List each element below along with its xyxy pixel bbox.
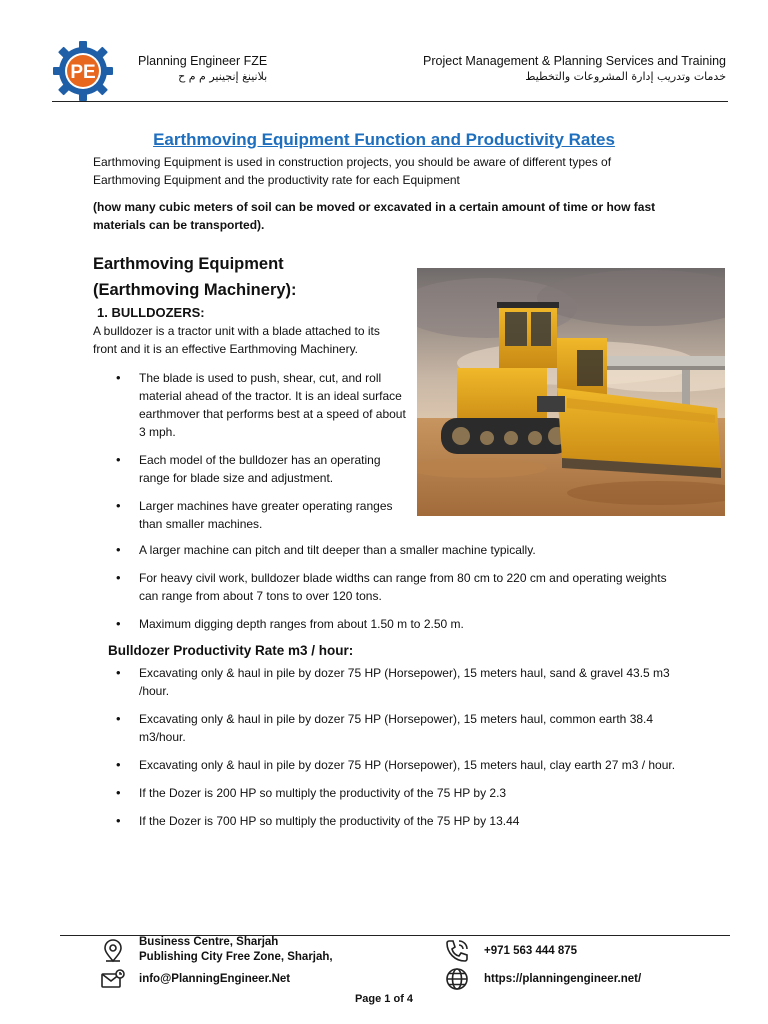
location-pin-icon (100, 938, 126, 964)
productivity-bullets (93, 664, 683, 830)
list-item: • If the Dozer is 700 HP so multiply the productivity of the 75 HP by 13.44 (93, 812, 683, 830)
page-header (52, 40, 732, 102)
globe-icon (444, 966, 470, 992)
address-line2: Publishing City Free Zone, Sharjah, (139, 951, 333, 963)
list-item: • Excavating only & haul in pile by dozer 75 HP (Horsepower), 15 meters haul, clay earth 27 m3 / hour. (93, 756, 683, 774)
phone-icon (444, 938, 470, 964)
section-heading (93, 251, 297, 303)
list-item: • The blade is used to push, shear, cut, and roll material ahead of the tractor. It is an ideal surface earthmover that performs best at a speed of about 3 mph. (93, 369, 411, 441)
page-number: Page 1 of 4 (354, 993, 414, 1005)
list-item: • A larger machine can pitch and tilt deeper than a smaller machine typically. (93, 541, 683, 559)
list-item: • Each model of the bulldozer has an operating range for blade size and adjustment. (93, 451, 411, 487)
list-item: • For heavy civil work, bulldozer blade widths can range from 80 cm to 220 cm and operating weights can range from about 7 tons to over 120 tons. (93, 569, 683, 605)
address-line1: Business Centre, Sharjah (139, 936, 279, 948)
website-link[interactable]: https://planningengineer.net/ (484, 973, 642, 985)
intro-bold-paragraph: (how many cubic meters of soil can be moved or excavated in a certain amount of time or how fast materials can be transported). (93, 200, 656, 232)
list-item: • Excavating only & haul in pile by dozer 75 HP (Horsepower), 15 meters haul, sand & gravel 43.5 m3 /hour. (93, 664, 683, 700)
document-title: Earthmoving Equipment Function and Productivity Rates (153, 130, 615, 149)
company-logo (52, 40, 114, 102)
company-name-block (138, 54, 267, 84)
bulldozer-description: A bulldozer is a tractor unit with a blade attached to its front and it is an effective Earthmoving Machinery. (93, 324, 380, 356)
section-heading-line2: (Earthmoving Machinery): (93, 281, 297, 299)
services-block (423, 54, 726, 84)
list-item: • If the Dozer is 200 HP so multiply the productivity of the 75 HP by 2.3 (93, 784, 683, 802)
company-name-arabic: بلانينغ إنجينير م م ح (178, 70, 268, 83)
section-heading-line1: Earthmoving Equipment (93, 255, 284, 273)
list-item: • Excavating only & haul in pile by dozer 75 HP (Horsepower), 15 meters haul, common earth 38.4 m3/hour. (93, 710, 683, 746)
intro-paragraph: Earthmoving Equipment is used in construction projects, you should be aware of different types of Earthmoving Equipment and the productivity rate for each Equipment (93, 155, 612, 187)
bulldozer-bullets-left (93, 369, 411, 533)
email-icon (100, 966, 126, 992)
company-name: Planning Engineer FZE (138, 54, 268, 68)
address-block (139, 935, 333, 965)
bulldozer-bullets-full (93, 541, 683, 633)
phone-number[interactable]: +971 563 444 875 (484, 945, 578, 957)
services-title-arabic: خدمات وتدريب إدارة المشروعات والتخطيط (525, 70, 726, 83)
header-divider (52, 101, 728, 102)
list-item: • Larger machines have greater operating ranges than smaller machines. (93, 497, 411, 533)
email-link[interactable]: info@PlanningEngineer.Net (139, 973, 291, 985)
services-title: Project Management & Planning Services and Training (423, 54, 726, 68)
productivity-heading: Bulldozer Productivity Rate m3 / hour: (108, 643, 354, 658)
bulldozers-subheading: 1. BULLDOZERS: (97, 305, 205, 320)
bulldozer-photo (417, 268, 725, 516)
list-item: • Maximum digging depth ranges from about 1.50 m to 2.50 m. (93, 615, 683, 633)
svg-text:PE: PE (70, 62, 96, 83)
